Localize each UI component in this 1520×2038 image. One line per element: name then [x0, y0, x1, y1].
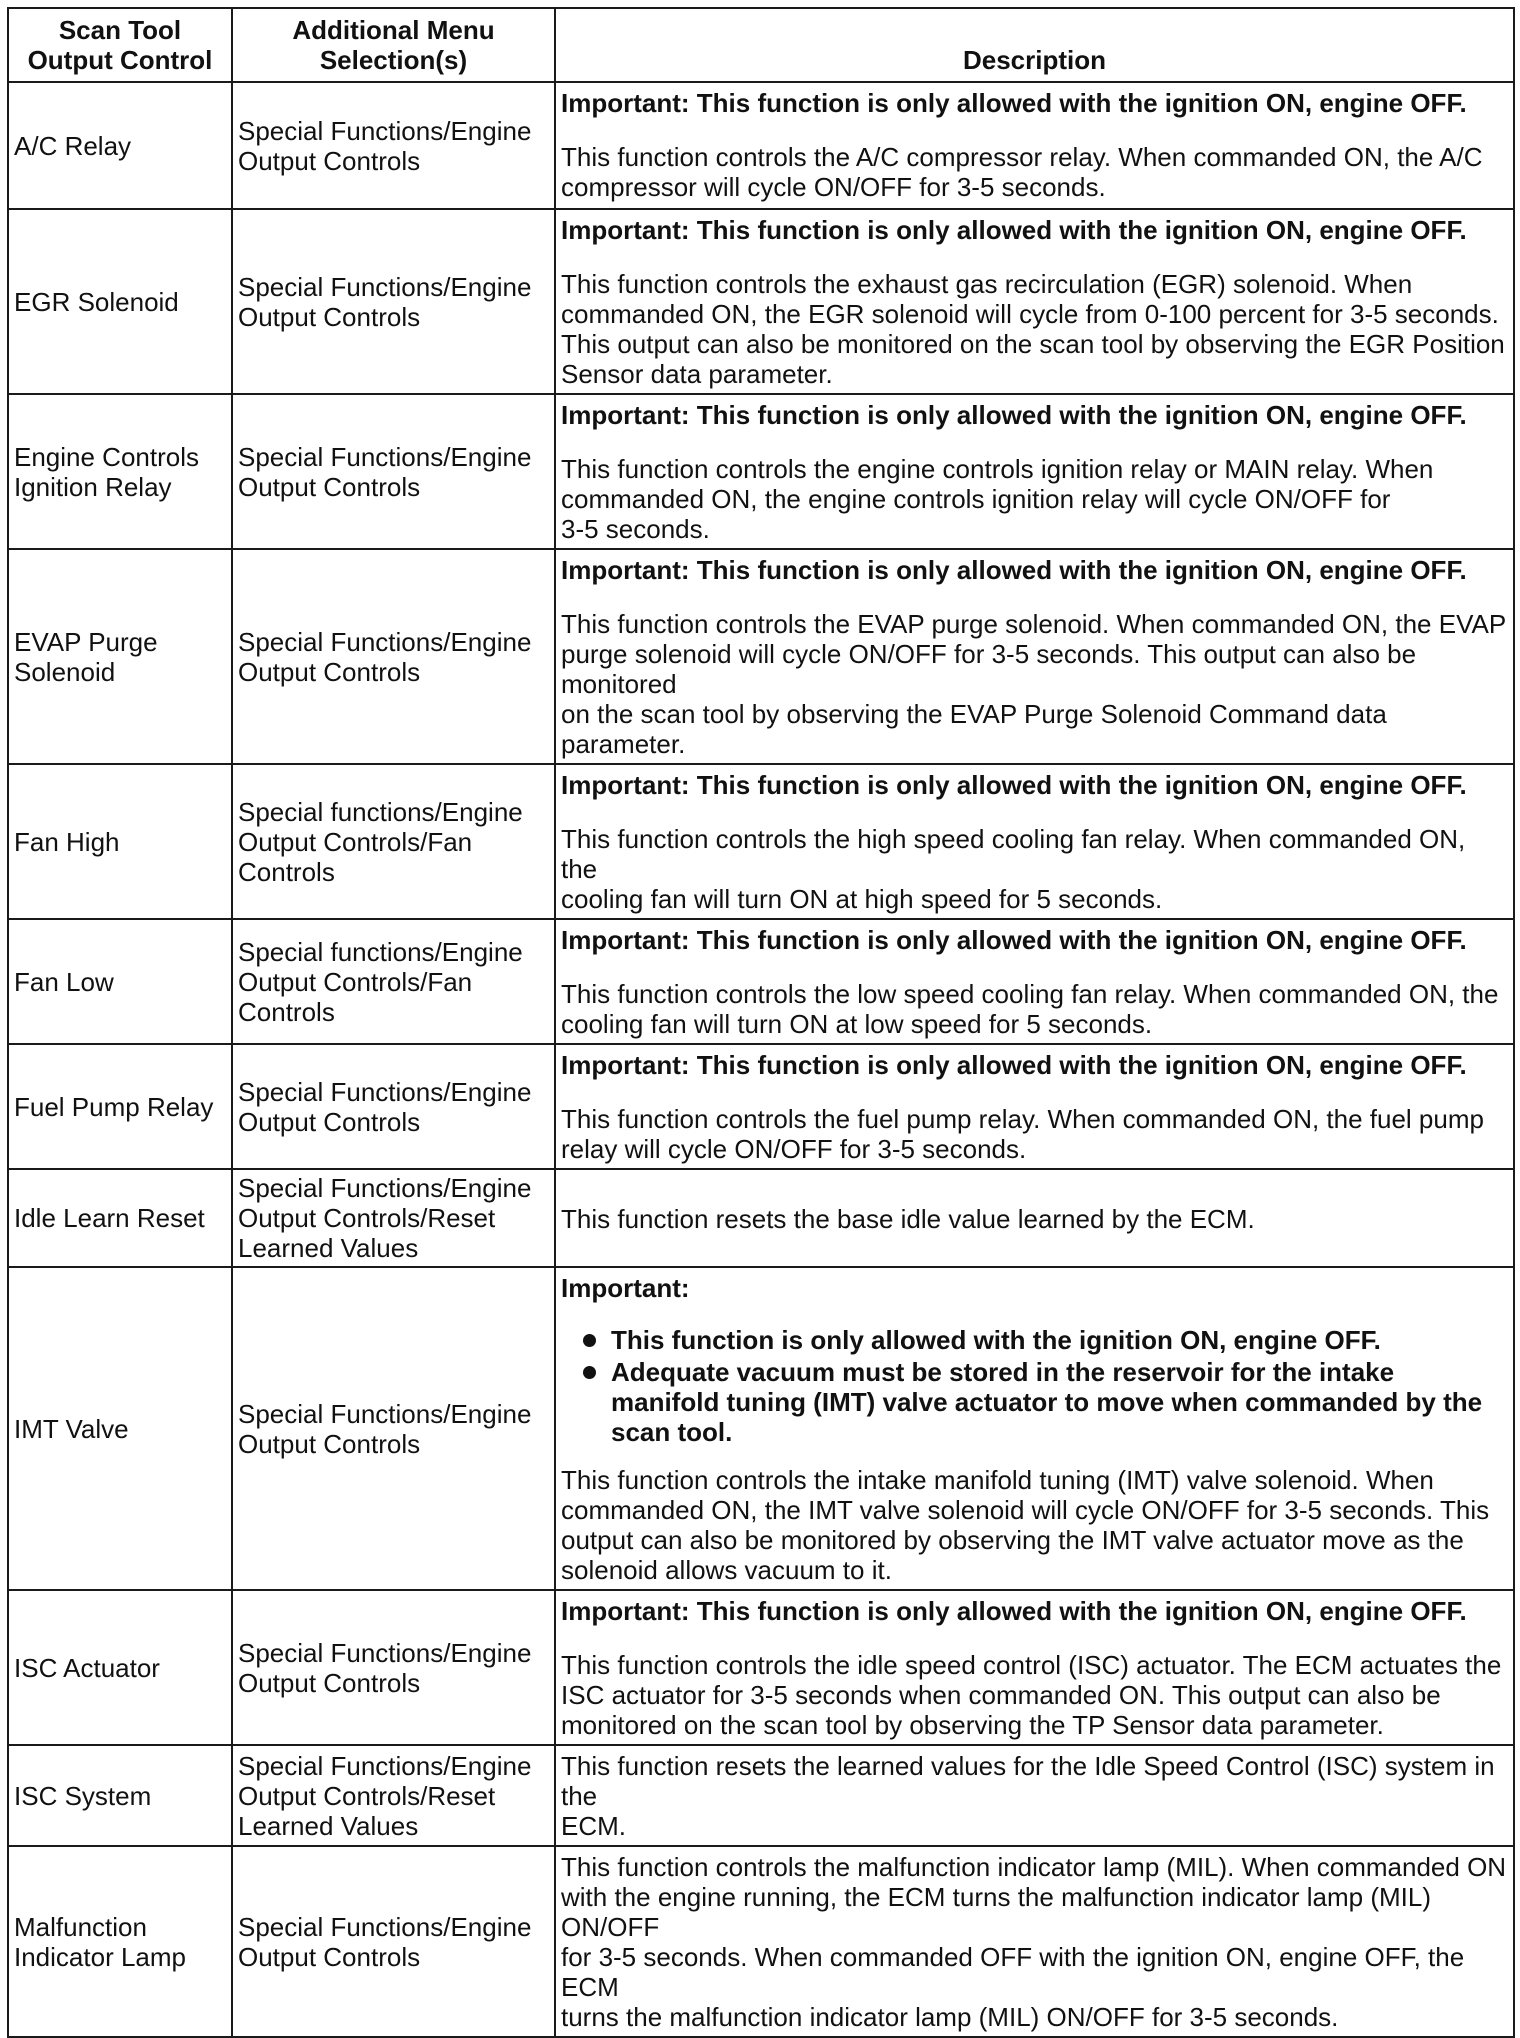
menu-selection-cell: [232, 1590, 555, 1745]
description-line: Sensor data parameter.: [561, 359, 833, 389]
description-line: commanded ON, the EGR solenoid will cycle from 0-100 percent for 3-5 seconds.: [561, 299, 1499, 329]
description-line: with the engine running, the ECM turns the malfunction indicator lamp (MIL) ON/OFF: [561, 1882, 1431, 1942]
description-line: 3-5 seconds.: [561, 514, 710, 544]
table-header: [8, 8, 1514, 82]
important-text: This function is only allowed with the ignition ON, engine OFF.: [696, 770, 1467, 800]
table-row: [8, 394, 1514, 549]
description-line: This function controls the intake manifold tuning (IMT) valve solenoid. When: [561, 1465, 1434, 1495]
important-note: [561, 215, 1508, 245]
menu-selection-cell: [232, 1044, 555, 1169]
menu-selection-line: Special Functions/Engine: [238, 441, 532, 472]
description-line: purge solenoid will cycle ON/OFF for 3-5 seconds. This output can also be monitored: [561, 639, 1417, 699]
output-control-name: ISC Actuator: [14, 1652, 160, 1683]
important-label: Important:: [561, 1273, 690, 1303]
menu-selection-cell: [232, 1745, 555, 1846]
output-control-cell: [8, 82, 232, 209]
menu-selection-line: Output Controls/Reset: [238, 1203, 496, 1233]
description-cell: [555, 1590, 1514, 1745]
menu-selection-cell: [232, 1267, 555, 1590]
menu-selection-line: Special Functions/Engine: [238, 1750, 532, 1781]
menu-selection-cell: [232, 209, 555, 394]
menu-selection-cell: [232, 394, 555, 549]
important-label: Important:: [561, 215, 690, 245]
table-row: [8, 549, 1514, 764]
important-text: This function is only allowed with the ignition ON, engine OFF.: [696, 215, 1467, 245]
menu-selection-line: Special Functions/Engine: [238, 1911, 532, 1942]
description-text: [561, 1650, 1508, 1740]
menu-selection-line: Special Functions/Engine: [238, 1637, 532, 1668]
description-line: This function controls the low speed cooling fan relay. When commanded ON, the: [561, 979, 1499, 1009]
description-line: This output can also be monitored on the scan tool by observing the EGR Position: [561, 329, 1505, 359]
important-text: This function is only allowed with the ignition ON, engine OFF.: [696, 555, 1467, 585]
output-control-name: Fuel Pump Relay: [14, 1091, 214, 1122]
menu-selection-line: Output Controls: [238, 1941, 421, 1972]
menu-selection-line: Output Controls: [238, 1428, 421, 1459]
important-note: [561, 555, 1508, 585]
description-text: [561, 1751, 1508, 1841]
output-control-name: EGR Solenoid: [14, 286, 179, 317]
description-text: [561, 454, 1508, 544]
description-line: This function controls the EVAP purge solenoid. When commanded ON, the EVAP: [561, 609, 1507, 639]
important-label: Important:: [561, 925, 690, 955]
important-label: Important:: [561, 555, 690, 585]
output-control-cell: [8, 1169, 232, 1267]
important-note: [561, 400, 1508, 430]
menu-selection-line: Output Controls/Fan: [238, 826, 473, 857]
description-line: ISC actuator for 3-5 seconds when commanded ON. This output can also be: [561, 1680, 1441, 1710]
output-control-cell: [8, 1044, 232, 1169]
menu-selection-line: Output Controls: [238, 1106, 421, 1137]
description-line: This function controls the fuel pump relay. When commanded ON, the fuel pump: [561, 1104, 1484, 1134]
output-control-cell: [8, 1846, 232, 2037]
output-control-name: Fan High: [14, 826, 120, 857]
description-line: compressor will cycle ON/OFF for 3-5 seconds.: [561, 172, 1106, 202]
menu-selection-line: Output Controls: [238, 656, 421, 687]
important-text: This function is only allowed with the ignition ON, engine OFF.: [696, 400, 1467, 430]
header-additional-menu-selections: [232, 8, 555, 82]
description-cell: [555, 1267, 1514, 1590]
description-cell: [555, 1169, 1514, 1267]
output-control-name: A/C Relay: [14, 130, 132, 161]
menu-selection-line: Output Controls: [238, 471, 421, 502]
description-line: output can also be monitored by observing the IMT valve actuator move as the: [561, 1525, 1464, 1555]
description-line: for 3-5 seconds. When commanded OFF with the ignition ON, engine OFF, the ECM: [561, 1942, 1465, 2002]
important-note: [561, 1596, 1508, 1626]
description-cell: [555, 82, 1514, 209]
menu-selection-cell: [232, 549, 555, 764]
menu-selection-cell: [232, 764, 555, 919]
important-label: Important:: [561, 400, 690, 430]
header-line: Additional Menu: [292, 15, 495, 45]
menu-selection-cell: [232, 1169, 555, 1267]
table-row: [8, 82, 1514, 209]
table-row: [8, 1267, 1514, 1590]
menu-selection-cell: [232, 1846, 555, 2037]
description-line: This function resets the base idle value learned by the ECM.: [561, 1203, 1255, 1234]
important-text: This function is only allowed with the ignition ON, engine OFF.: [696, 925, 1467, 955]
description-text: [561, 1104, 1508, 1164]
table-row: [8, 1044, 1514, 1169]
description-text: [561, 824, 1508, 914]
description-text: [561, 1204, 1508, 1234]
description-line: This function controls the idle speed control (ISC) actuator. The ECM actuates the: [561, 1650, 1502, 1680]
description-line: turns the malfunction indicator lamp (MIL) ON/OFF for 3-5 seconds.: [561, 2002, 1339, 2032]
description-line: This function controls the exhaust gas recirculation (EGR) solenoid. When: [561, 269, 1413, 299]
menu-selection-line: Special Functions/Engine: [238, 1076, 532, 1107]
description-line: on the scan tool by observing the EVAP Purge Solenoid Command data parameter.: [561, 699, 1387, 759]
important-label: Important:: [561, 1596, 690, 1626]
menu-selection-line: Special Functions/Engine: [238, 626, 532, 657]
output-control-name: ISC System: [14, 1780, 152, 1811]
description-text: [561, 142, 1508, 202]
table-row: [8, 1745, 1514, 1846]
description-cell: [555, 209, 1514, 394]
description-cell: [555, 1846, 1514, 2037]
description-line: commanded ON, the engine controls ignition relay will cycle ON/OFF for: [561, 484, 1391, 514]
menu-selection-line: Special Functions/Engine: [238, 115, 532, 146]
description-text: [561, 269, 1508, 389]
output-control-cell: [8, 394, 232, 549]
menu-selection-line: Output Controls: [238, 145, 421, 176]
description-text: [561, 609, 1508, 759]
important-note: [561, 770, 1508, 800]
table-body: [8, 82, 1514, 2037]
menu-selection-line: Output Controls: [238, 1667, 421, 1698]
description-line: relay will cycle ON/OFF for 3-5 seconds.: [561, 1134, 1027, 1164]
description-cell: [555, 764, 1514, 919]
header-line: Scan Tool: [58, 15, 182, 45]
important-note: [561, 1050, 1508, 1080]
bullet-dot-icon: [583, 1334, 596, 1347]
important-note: [561, 925, 1508, 955]
description-line: This function controls the engine controls ignition relay or MAIN relay. When: [561, 454, 1434, 484]
table-row: [8, 764, 1514, 919]
important-text: This function is only allowed with the ignition ON, engine OFF.: [696, 1050, 1467, 1080]
menu-selection-line: Output Controls/Fan: [238, 966, 473, 997]
description-line: This function resets the learned values for the Idle Speed Control (ISC) system in the: [561, 1751, 1495, 1811]
menu-selection-line: Special Functions/Engine: [238, 271, 532, 302]
description-line: ECM.: [561, 1811, 626, 1841]
table-row: [8, 1846, 1514, 2037]
output-control-name: Solenoid: [14, 656, 116, 687]
output-control-name: Indicator Lamp: [14, 1941, 186, 1972]
important-text: This function is only allowed with the ignition ON, engine OFF.: [696, 1596, 1467, 1626]
description-line: cooling fan will turn ON at high speed for 5 seconds.: [561, 884, 1163, 914]
menu-selection-line: Special functions/Engine: [238, 796, 523, 827]
description-cell: [555, 394, 1514, 549]
description-cell: [555, 919, 1514, 1044]
description-cell: [555, 1044, 1514, 1169]
output-control-name: IMT Valve: [14, 1413, 129, 1444]
output-control-name: Malfunction: [14, 1911, 147, 1942]
description-line: This function controls the high speed cooling fan relay. When commanded ON, the: [561, 824, 1466, 884]
bullet-text: Adequate vacuum must be stored in the reservoir for the intake manifold tuning (IMT) valve actuator to move when commanded by the scan tool.: [611, 1357, 1483, 1447]
description-text: [561, 1465, 1508, 1585]
table-row: [8, 1590, 1514, 1745]
output-control-name: Engine Controls: [14, 441, 199, 472]
output-controls-table: [7, 7, 1515, 2038]
bullet-dot-icon: [583, 1366, 596, 1379]
description-line: solenoid allows vacuum to it.: [561, 1555, 892, 1585]
table-row: [8, 209, 1514, 394]
menu-selection-line: Special Functions/Engine: [238, 1173, 532, 1203]
output-control-name: Idle Learn Reset: [14, 1203, 205, 1233]
output-control-cell: [8, 919, 232, 1044]
description-line: cooling fan will turn ON at low speed for 5 seconds.: [561, 1009, 1153, 1039]
description-line: This function controls the malfunction indicator lamp (MIL). When commanded ON: [561, 1852, 1507, 1882]
output-control-name: Fan Low: [14, 966, 114, 997]
important-note: [561, 88, 1508, 118]
important-bullet-list: [561, 1325, 1508, 1447]
description-text: [561, 979, 1508, 1039]
header-scan-tool-output-control: [8, 8, 232, 82]
important-bullet: [611, 1357, 1508, 1447]
output-control-name: Ignition Relay: [14, 471, 172, 502]
menu-selection-cell: [232, 82, 555, 209]
output-control-cell: [8, 209, 232, 394]
output-control-cell: [8, 1745, 232, 1846]
menu-selection-line: Output Controls: [238, 301, 421, 332]
menu-selection-line: Learned Values: [238, 1810, 419, 1841]
important-bullet: [611, 1325, 1508, 1355]
menu-selection-line: Learned Values: [238, 1233, 419, 1263]
menu-selection-line: Output Controls/Reset: [238, 1780, 496, 1811]
description-cell: [555, 1745, 1514, 1846]
table-row: [8, 919, 1514, 1044]
description-line: This function controls the A/C compressor relay. When commanded ON, the A/C: [561, 142, 1483, 172]
important-label: Important:: [561, 1050, 690, 1080]
menu-selection-cell: [232, 919, 555, 1044]
output-control-cell: [8, 764, 232, 919]
menu-selection-line: Controls: [238, 856, 335, 887]
menu-selection-line: Special functions/Engine: [238, 936, 523, 967]
header-line: Output Control: [27, 45, 213, 75]
description-line: monitored on the scan tool by observing the TP Sensor data parameter.: [561, 1710, 1384, 1740]
bullet-text: This function is only allowed with the ignition ON, engine OFF.: [611, 1325, 1381, 1355]
menu-selection-line: Controls: [238, 996, 335, 1027]
output-control-cell: [8, 549, 232, 764]
output-control-cell: [8, 1590, 232, 1745]
output-control-cell: [8, 1267, 232, 1590]
table-row: [8, 1169, 1514, 1267]
important-text: This function is only allowed with the ignition ON, engine OFF.: [696, 88, 1467, 118]
header-line: Selection(s): [319, 45, 468, 75]
header-row: [8, 8, 1514, 82]
important-label: Important:: [561, 770, 690, 800]
menu-selection-line: Special Functions/Engine: [238, 1398, 532, 1429]
output-control-name: EVAP Purge: [14, 626, 158, 657]
description-text: [561, 1852, 1508, 2032]
important-label: Important:: [561, 88, 690, 118]
header-description: Description: [555, 8, 1514, 82]
description-line: commanded ON, the IMT valve solenoid will cycle ON/OFF for 3-5 seconds. This: [561, 1495, 1490, 1525]
description-cell: [555, 549, 1514, 764]
